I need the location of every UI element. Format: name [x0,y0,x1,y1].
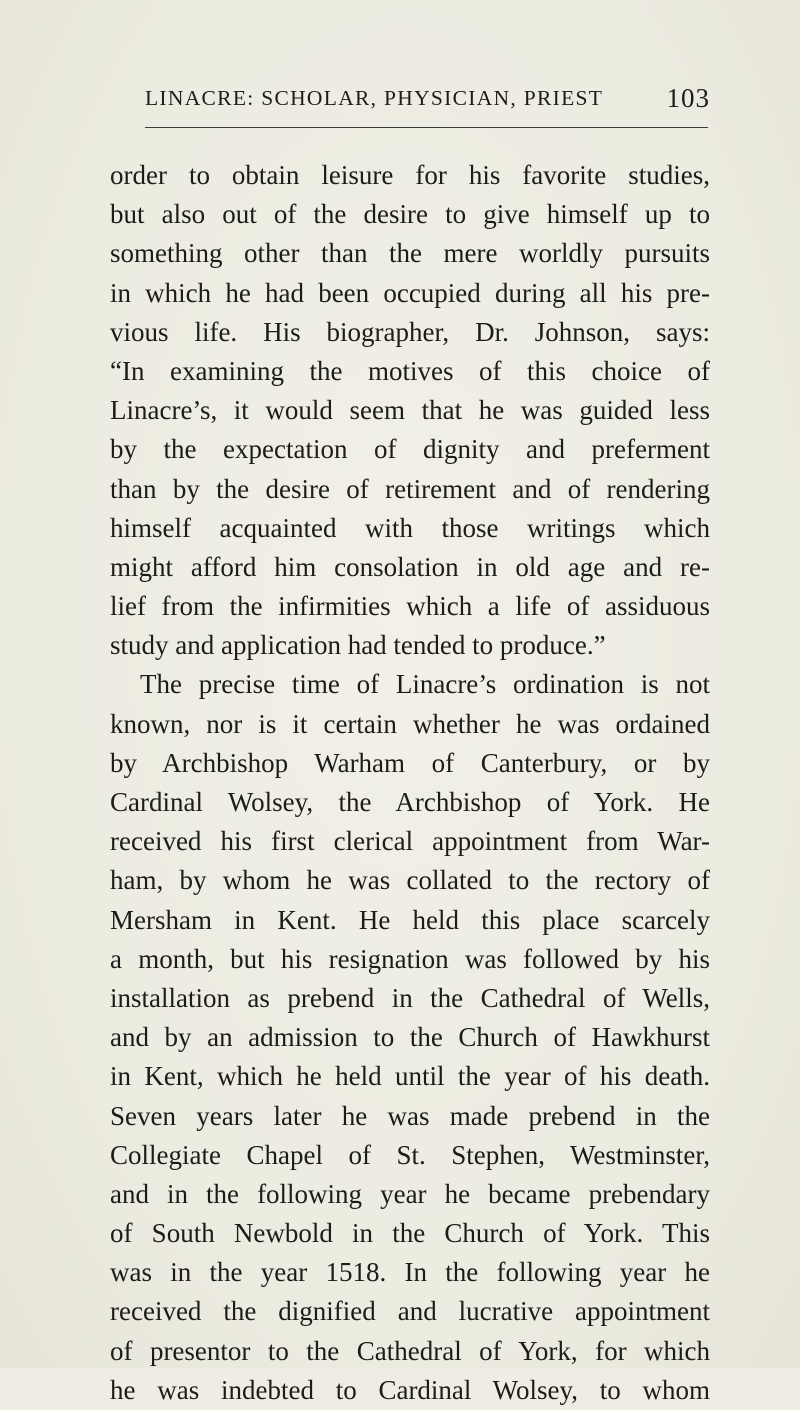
text-line: might afford him consolation in old age and re- [110,551,710,582]
text-line: lief from the infirmities which a life of assiduous [110,591,710,622]
text-line: a month, but his resignation was followed by his [110,943,710,974]
text-line: of presentor to the Cathedral of York, for which [110,1335,710,1366]
text-line: and in the following year he became prebendary [110,1178,710,1209]
running-title: LINACRE: SCHOLAR, PHYSICIAN, PRIEST [145,86,604,110]
page-number: 103 [666,83,710,113]
text-line: study and application had tended to produce.” [110,630,606,661]
text-line: Collegiate Chapel of St. Stephen, Westminster, [110,1139,710,1170]
text-line: received the dignified and lucrative appointment [110,1296,710,1327]
text-line: Mersham in Kent. He held this place scarcely [110,904,710,935]
text-line: than by the desire of retirement and of rendering [110,473,710,504]
text-line: Seven years later he was made prebend in the [110,1100,710,1131]
text-line: known, nor is it certain whether he was ordained [110,708,710,739]
text-line: vious life. His biographer, Dr. Johnson, says: [110,316,710,347]
text-line: he was indebted to Cardinal Wolsey, to whom [110,1374,710,1405]
text-line: of South Newbold in the Church of York. This [110,1218,710,1249]
header-rule [145,127,708,128]
text-line: received his first clerical appointment from War- [110,826,710,857]
text-line: himself acquainted with those writings which [110,512,710,543]
text-line: by the expectation of dignity and preferment [110,434,710,465]
text-line: in Kent, which he held until the year of his death. [110,1061,710,1092]
text-line: something other than the mere worldly pursuits [110,238,710,269]
text-line: but also out of the desire to give himself up to [110,199,710,230]
running-head [145,83,710,120]
body-text [110,156,710,1410]
text-line: ham, by whom he was collated to the rectory of [110,865,710,896]
text-line: installation as prebend in the Cathedral of Wells, [110,982,710,1013]
text-line: in which he had been occupied during all his pre- [110,277,710,308]
paragraph-first-line: The precise time of Linacre’s ordination is not [140,669,710,700]
text-line: was in the year 1518. In the following year he [110,1257,710,1288]
text-line: Cardinal Wolsey, the Archbishop of York. He [110,787,710,817]
text-line: order to obtain leisure for his favorite studies, [110,160,710,190]
text-line: “In examining the motives of this choice of [110,355,710,386]
text-line: by Archbishop Warham of Canterbury, or by [110,747,710,778]
text-line: Linacre’s, it would seem that he was guided less [110,395,710,426]
text-line: and by an admission to the Church of Hawkhurst [110,1022,710,1053]
